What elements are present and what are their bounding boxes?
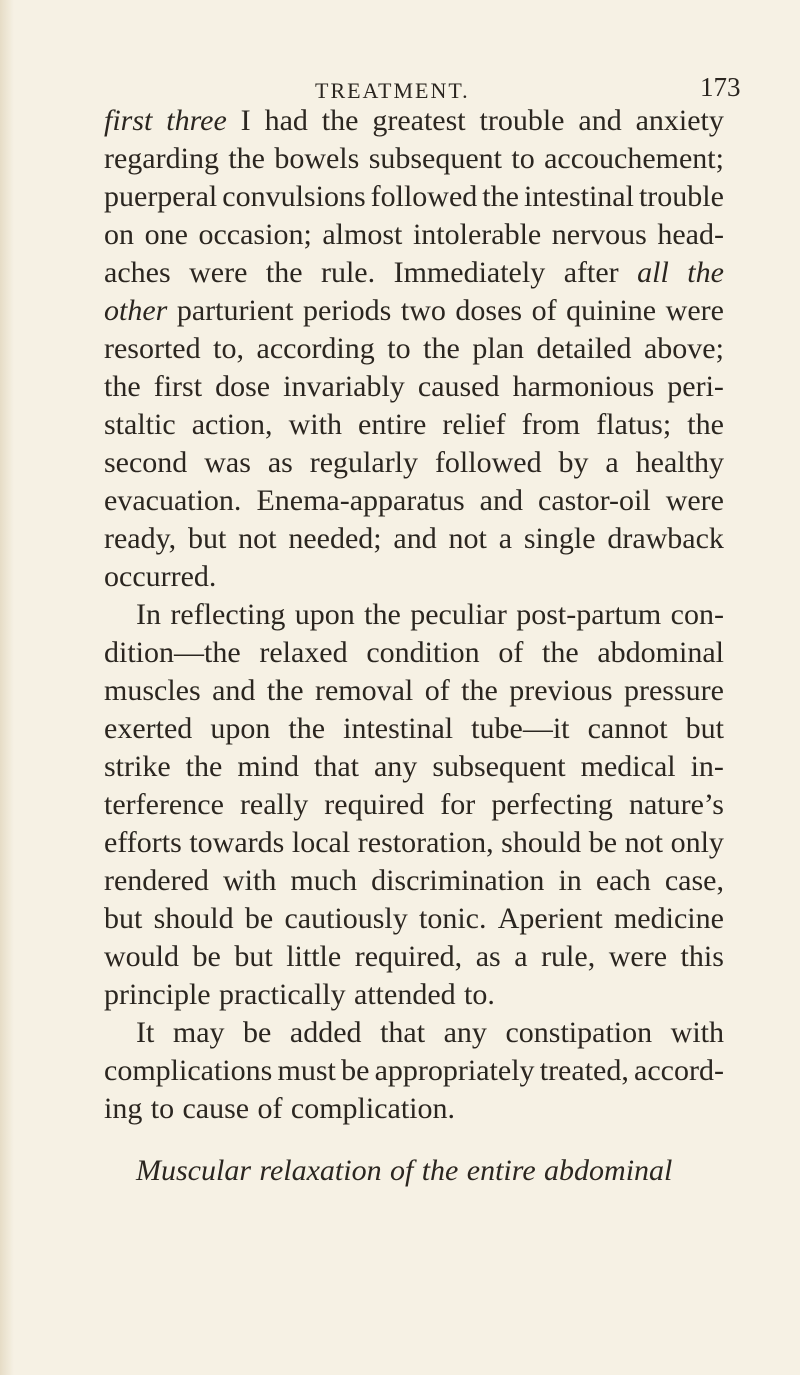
word: cause xyxy=(182,1092,250,1125)
word: not xyxy=(238,522,277,555)
word: perfecting xyxy=(491,788,613,821)
word: convulsions xyxy=(222,180,366,213)
word: the xyxy=(687,256,724,289)
word: rule. xyxy=(320,256,376,289)
word: head- xyxy=(657,218,724,251)
text-line xyxy=(104,1090,724,1128)
word: medical xyxy=(580,750,676,783)
word: condition xyxy=(366,636,480,669)
word: drawback xyxy=(607,522,724,555)
word: cautiously xyxy=(284,902,408,935)
text-line xyxy=(104,102,724,140)
word: con- xyxy=(670,598,724,631)
word: ing xyxy=(104,1092,143,1125)
word: doses xyxy=(455,294,523,327)
word: but xyxy=(234,940,273,973)
word: of xyxy=(424,674,450,707)
text-line xyxy=(104,710,724,748)
text-line xyxy=(104,596,724,634)
word: intestinal xyxy=(523,180,634,213)
word: anxiety xyxy=(635,104,724,137)
text-line xyxy=(104,1052,724,1090)
word: case, xyxy=(664,864,724,897)
page-edge-shadow xyxy=(0,0,14,1375)
word: for xyxy=(440,788,476,821)
text-line xyxy=(104,140,724,178)
word: followed xyxy=(370,180,478,213)
word: one xyxy=(144,218,188,251)
word: Muscular xyxy=(136,1154,251,1187)
word: were xyxy=(189,256,248,289)
word: that xyxy=(380,1016,426,1049)
word: rule, xyxy=(541,940,596,973)
word: tube—it xyxy=(471,712,570,745)
word: required, xyxy=(354,940,463,973)
word: the xyxy=(423,332,460,365)
word: be xyxy=(243,1016,272,1049)
word: the xyxy=(288,712,326,745)
word: castor-oil xyxy=(538,484,651,517)
word: principle xyxy=(104,978,211,1011)
word: to xyxy=(387,332,411,365)
word: as xyxy=(267,446,293,479)
word: two xyxy=(400,294,446,327)
word: this xyxy=(680,940,724,973)
body-text xyxy=(104,102,724,1190)
word: removal xyxy=(314,674,414,707)
word: flatus; xyxy=(596,408,672,441)
word: and xyxy=(212,674,256,707)
word: relaxed xyxy=(259,636,348,669)
word: only xyxy=(670,826,724,859)
word: must xyxy=(277,1054,336,1087)
word: little xyxy=(286,940,342,973)
word: local xyxy=(291,826,351,859)
word: not xyxy=(624,826,664,859)
word: peculiar xyxy=(410,598,507,631)
word: above; xyxy=(643,332,724,365)
word: and xyxy=(393,522,437,555)
word: after xyxy=(563,256,619,289)
word: parturient xyxy=(176,294,294,327)
word: nature’s xyxy=(628,788,724,821)
word: reflecting xyxy=(170,598,286,631)
word: were xyxy=(665,484,724,517)
word: as xyxy=(475,940,501,973)
word: treated, xyxy=(539,1054,629,1087)
word: peri- xyxy=(667,370,724,403)
word: according xyxy=(256,332,375,365)
word: by xyxy=(558,446,589,479)
word: complication. xyxy=(290,1092,455,1125)
word: accouchement; xyxy=(544,142,724,175)
word: had xyxy=(264,104,308,137)
text-line xyxy=(104,824,724,862)
text-line xyxy=(104,900,724,938)
word: really xyxy=(239,788,309,821)
word: a xyxy=(605,446,619,479)
word: plan xyxy=(472,332,524,365)
word: with xyxy=(670,1016,724,1049)
word: the xyxy=(461,674,498,707)
word: much xyxy=(290,864,358,897)
word: subsequent xyxy=(432,750,566,783)
word: quinine xyxy=(566,294,657,327)
word: intolerable xyxy=(412,218,542,251)
word: action, xyxy=(191,408,273,441)
word: second xyxy=(104,446,188,479)
text-line xyxy=(104,444,724,482)
word: discrimination xyxy=(371,864,545,897)
word: single xyxy=(523,522,596,555)
text-line xyxy=(104,1152,724,1190)
word: terference xyxy=(104,788,224,821)
word: entire xyxy=(358,408,427,441)
word: were xyxy=(608,940,668,973)
word: healthy xyxy=(635,446,724,479)
word: with xyxy=(288,408,342,441)
word: may xyxy=(172,1016,225,1049)
word: to. xyxy=(464,978,495,1011)
word: with xyxy=(222,864,277,897)
word: but xyxy=(104,902,143,935)
word: trouble xyxy=(638,180,724,213)
word: post-partum xyxy=(516,598,662,631)
text-line xyxy=(104,862,724,900)
word: the xyxy=(542,636,579,669)
word: a xyxy=(514,940,528,973)
word: periods xyxy=(303,294,392,327)
word: invariably xyxy=(283,370,405,403)
word: and xyxy=(578,104,622,137)
word: be xyxy=(244,902,274,935)
word: of xyxy=(257,1092,283,1125)
word: intestinal xyxy=(343,712,454,745)
word: any xyxy=(443,1016,487,1049)
word: the xyxy=(321,104,359,137)
word: relief xyxy=(442,408,506,441)
text-line xyxy=(104,748,724,786)
word: attended xyxy=(354,978,456,1011)
word: first xyxy=(153,370,203,403)
text-line xyxy=(104,976,724,1014)
word: almost xyxy=(322,218,403,251)
word: nervous xyxy=(551,218,647,251)
word: dose xyxy=(215,370,271,403)
word: Immediately xyxy=(393,256,546,289)
word: pressure xyxy=(623,674,724,707)
word: added xyxy=(289,1016,362,1049)
word: be xyxy=(192,940,221,973)
text-line xyxy=(104,178,724,216)
word: strike xyxy=(104,750,171,783)
word: from xyxy=(521,408,581,441)
word: Aperient xyxy=(497,902,603,935)
text-line xyxy=(104,520,724,558)
text-line xyxy=(104,558,724,596)
word: the xyxy=(104,370,141,403)
word: the xyxy=(687,408,724,441)
word: resorted xyxy=(104,332,201,365)
word: complications xyxy=(104,1054,273,1087)
word: I xyxy=(240,104,251,137)
word: first xyxy=(104,104,153,137)
word: of xyxy=(389,1154,414,1187)
word: tonic. xyxy=(419,902,487,935)
word: mind xyxy=(237,750,299,783)
word: medicine xyxy=(613,902,724,935)
word: abdominal xyxy=(597,636,724,669)
word: to xyxy=(150,1092,175,1125)
word: previous xyxy=(509,674,613,707)
word: any xyxy=(373,750,418,783)
word: abdominal xyxy=(544,1154,673,1187)
word: evacuation. xyxy=(104,484,242,517)
word: required xyxy=(324,788,425,821)
word: efforts xyxy=(104,826,182,859)
word: were xyxy=(665,294,724,327)
word: three xyxy=(166,104,227,137)
word: relaxation xyxy=(259,1154,382,1187)
word: was xyxy=(204,446,251,479)
word: puerperal xyxy=(104,180,218,213)
text-line xyxy=(104,292,724,330)
word: In xyxy=(136,598,161,631)
word: caused xyxy=(417,370,500,403)
word: greatest xyxy=(372,104,466,137)
word: Enema-apparatus xyxy=(256,484,465,517)
text-line xyxy=(104,634,724,672)
word: should xyxy=(501,826,582,859)
text-line xyxy=(104,216,724,254)
word: constipation xyxy=(505,1016,653,1049)
word: the xyxy=(482,180,519,213)
word: upon xyxy=(294,598,355,631)
word: It xyxy=(136,1016,155,1049)
word: but xyxy=(188,522,227,555)
word: towards xyxy=(189,826,285,859)
running-head: TREATMENT. xyxy=(315,78,470,103)
word: restoration, xyxy=(357,826,494,859)
text-line xyxy=(104,672,724,710)
word: would xyxy=(104,940,179,973)
word: the xyxy=(265,256,303,289)
word: dition—the xyxy=(104,636,241,669)
word: the xyxy=(228,142,265,175)
word: a xyxy=(498,522,513,555)
word: that xyxy=(313,750,359,783)
word: needed; xyxy=(288,522,382,555)
word: appropriately xyxy=(374,1054,535,1087)
word: accord- xyxy=(634,1054,724,1087)
word: practically xyxy=(219,978,346,1011)
text-line xyxy=(104,1014,724,1052)
text-line xyxy=(104,254,724,292)
word: ready, xyxy=(104,522,177,555)
word: other xyxy=(104,294,168,327)
word: not xyxy=(448,522,487,555)
word: the xyxy=(266,674,304,707)
word: entire xyxy=(466,1154,536,1187)
word: rendered xyxy=(104,864,209,897)
word: occurred. xyxy=(104,560,217,593)
word: upon xyxy=(210,712,271,745)
word: cannot xyxy=(587,712,668,745)
word: on xyxy=(104,218,134,251)
word: followed xyxy=(434,446,542,479)
page-number: 173 xyxy=(700,72,741,102)
word: but xyxy=(685,712,724,745)
word: the xyxy=(185,750,223,783)
word: be xyxy=(341,1054,370,1087)
word: bowels xyxy=(274,142,360,175)
word: the xyxy=(421,1154,459,1187)
word: each xyxy=(595,864,651,897)
word: aches xyxy=(104,256,171,289)
word: the xyxy=(364,598,401,631)
word: regularly xyxy=(309,446,419,479)
word: harmonious xyxy=(512,370,655,403)
text-line xyxy=(104,368,724,406)
word: muscles xyxy=(104,674,201,707)
word: trouble xyxy=(479,104,565,137)
word: be xyxy=(588,826,618,859)
text-line xyxy=(104,330,724,368)
word: of xyxy=(531,294,557,327)
text-line xyxy=(104,786,724,824)
word: all xyxy=(637,256,669,289)
word: of xyxy=(498,636,524,669)
word: exerted xyxy=(104,712,193,745)
word: to xyxy=(511,142,535,175)
word: in- xyxy=(690,750,724,783)
word: occasion; xyxy=(198,218,312,251)
text-line xyxy=(104,406,724,444)
word: in xyxy=(558,864,582,897)
word: should xyxy=(153,902,234,935)
word: staltic xyxy=(104,408,176,441)
word: detailed xyxy=(536,332,632,365)
word: to, xyxy=(213,332,244,365)
text-line xyxy=(104,938,724,976)
word: regarding xyxy=(104,142,219,175)
word: subsequent xyxy=(368,142,503,175)
word: and xyxy=(479,484,523,517)
text-line xyxy=(104,482,724,520)
